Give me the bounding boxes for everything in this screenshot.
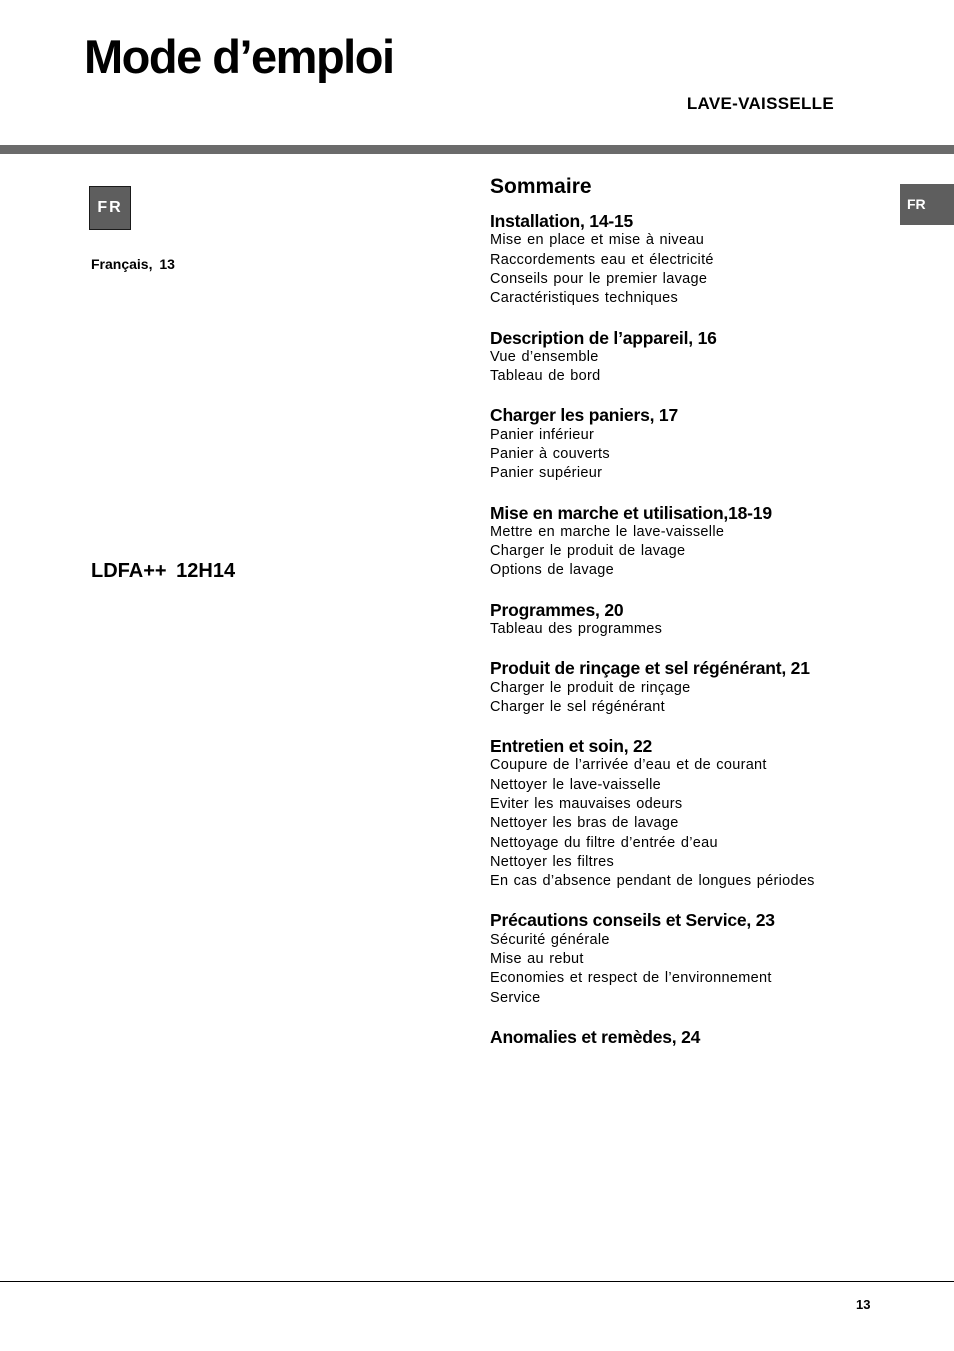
footer-rule bbox=[0, 1281, 954, 1282]
toc-section-title[interactable]: Mise en marche et utilisation,18-19 bbox=[490, 502, 772, 523]
toc-item[interactable]: Options de lavage bbox=[490, 562, 614, 579]
toc-section bbox=[490, 1028, 890, 1047]
toc-item[interactable]: Nettoyage du filtre d’entrée d’eau bbox=[490, 834, 718, 851]
table-of-contents bbox=[490, 174, 890, 1067]
toc-item[interactable]: En cas d’absence pendant de longues périodes bbox=[490, 873, 815, 890]
toc-item[interactable]: Nettoyer le lave-vaisselle bbox=[490, 776, 661, 793]
toc-item[interactable]: Charger le produit de rinçage bbox=[490, 679, 691, 696]
toc-item[interactable]: Vue d’ensemble bbox=[490, 348, 599, 365]
toc-section bbox=[490, 601, 890, 640]
toc-section-title[interactable]: Anomalies et remèdes, 24 bbox=[490, 1026, 701, 1047]
language-badge: FR bbox=[89, 186, 131, 230]
toc-item[interactable]: Economies et respect de l’environnement bbox=[490, 970, 772, 987]
toc-item[interactable]: Conseils pour le premier lavage bbox=[490, 271, 708, 288]
page-number: 13 bbox=[856, 1297, 871, 1312]
toc-item[interactable]: Mise au rebut bbox=[490, 951, 584, 968]
toc-item[interactable]: Panier supérieur bbox=[490, 465, 603, 482]
toc-item[interactable]: Caractéristiques techniques bbox=[490, 290, 679, 307]
toc-section-title[interactable]: Charger les paniers, 17 bbox=[490, 405, 678, 426]
toc-item[interactable]: Service bbox=[490, 989, 541, 1006]
toc-heading: Sommaire bbox=[490, 175, 592, 198]
toc-section bbox=[490, 659, 890, 717]
toc-item[interactable]: Nettoyer les filtres bbox=[490, 853, 615, 870]
toc-section bbox=[490, 504, 890, 581]
toc-section bbox=[490, 212, 890, 308]
toc-item[interactable]: Raccordements eau et électricité bbox=[490, 251, 714, 268]
toc-item[interactable]: Eviter les mauvaises odeurs bbox=[490, 795, 683, 812]
toc-section bbox=[490, 406, 890, 483]
toc-item[interactable]: Coupure de l’arrivée d’eau et de courant bbox=[490, 757, 767, 774]
toc-section-title[interactable]: Produit de rinçage et sel régénérant, 21 bbox=[490, 658, 810, 679]
toc-section bbox=[490, 737, 890, 891]
toc-section-title[interactable]: Installation, 14-15 bbox=[490, 211, 634, 232]
toc-item[interactable]: Charger le sel régénérant bbox=[490, 698, 665, 715]
side-language-tab: FR bbox=[900, 184, 954, 225]
toc-item[interactable]: Mettre en marche le lave-vaisselle bbox=[490, 523, 725, 540]
toc-item[interactable]: Nettoyer les bras de lavage bbox=[490, 815, 679, 832]
product-category: LAVE-VAISSELLE bbox=[686, 94, 834, 113]
toc-item[interactable]: Panier à couverts bbox=[490, 446, 610, 463]
toc-item[interactable]: Tableau de bord bbox=[490, 368, 601, 385]
toc-section-title[interactable]: Description de l’appareil, 16 bbox=[490, 327, 717, 348]
toc-sections bbox=[490, 212, 890, 1047]
toc-section bbox=[490, 911, 890, 1007]
model-name: LDFA++ 12H14 bbox=[91, 560, 236, 582]
toc-section-title[interactable]: Entretien et soin, 22 bbox=[490, 736, 653, 757]
page-title: Mode d’emploi bbox=[84, 30, 394, 83]
toc-item[interactable]: Panier inférieur bbox=[490, 426, 595, 443]
toc-item[interactable]: Sécurité générale bbox=[490, 931, 610, 948]
toc-section bbox=[490, 329, 890, 387]
toc-section-title[interactable]: Programmes, 20 bbox=[490, 599, 624, 620]
toc-item[interactable]: Charger le produit de lavage bbox=[490, 543, 686, 560]
header-band bbox=[0, 145, 954, 154]
toc-item[interactable]: Tableau des programmes bbox=[490, 621, 663, 637]
toc-item[interactable]: Mise en place et mise à niveau bbox=[490, 232, 705, 249]
toc-section-title[interactable]: Précautions conseils et Service, 23 bbox=[490, 910, 775, 931]
language-link[interactable]: Français, 13 bbox=[91, 256, 175, 272]
